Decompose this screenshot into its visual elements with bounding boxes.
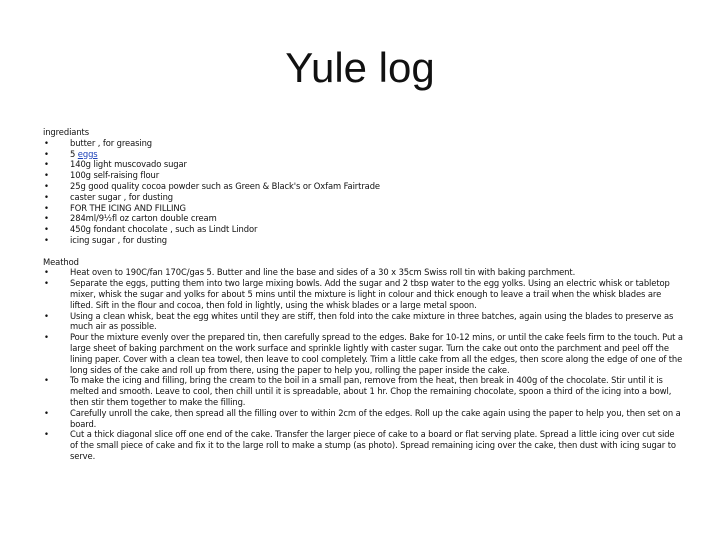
bullet-icon: • [44,224,49,235]
ingredient-item [43,213,683,224]
bullet-icon: • [44,407,49,418]
bullet-icon: • [44,234,49,245]
ingredient-text: butter , for greasing [70,137,153,148]
method-step [43,332,683,375]
ingredient-item [43,159,683,170]
ingredient-text: caster sugar , for dusting [70,191,173,202]
bullet-icon: • [44,191,49,202]
method-step-text: Carefully unroll the cake, then spread all the filling over to within 2cm of the edges. Roll up the cake again using the paper to help you, then set on a board. [70,407,681,429]
bullet-icon: • [44,213,49,224]
ingredient-item [43,181,683,192]
ingredient-item [43,149,683,160]
method-step-text: Separate the eggs, putting them into two large mixing bowls. Add the sugar and 2 tbsp water to the egg yolks. Using an electric whisk or tabletop mixer, whisk the sugar and yolks for about 5 mins until the mixture is light in colour and thick enough to leave a trail when the whisk blades are lifted. Sift in the flour and cocoa, then fold in lightly, using the whisk blades or a large metal spoon. [70,278,670,310]
ingredient-text: 450g fondant chocolate , such as Lindt Lindor [70,224,258,235]
method-step-text: Heat oven to 190C/fan 170C/gas 5. Butter and line the base and sides of a 30 x 35cm Swiss roll tin with baking parchment. [70,267,576,278]
slide-title: Yule log [285,44,435,91]
bullet-icon: • [44,170,49,181]
ingredient-text: 5 [70,148,78,159]
eggs-link[interactable]: eggs [77,148,98,159]
ingredients-list [43,138,683,246]
bullet-icon: • [44,180,49,191]
bullet-icon: • [44,267,49,278]
method-step-text: Using a clean whisk, beat the egg whites until they are stiff, then fold into the cake mixture in three batches, again using the blades to preserve as much air as possible. [70,310,674,332]
ingredient-text: 140g light muscovado sugar [70,159,187,170]
ingredient-item [43,170,683,181]
ingredient-text: 284ml/9½fl oz carton double cream [70,213,217,224]
method-step [43,311,683,333]
method-step [43,278,683,310]
bullet-icon: • [44,429,49,440]
ingredients-heading: ingrediants [43,127,89,137]
ingredient-text: 25g good quality cocoa powder such as Green & Black's or Oxfam Fairtrade [70,180,380,191]
ingredient-text: 100g self-raising flour [70,170,160,181]
method-step-text: Pour the mixture evenly over the prepared tin, then carefully spread to the edges. Bake for 10-12 mins, or until the cake feels firm to the touch. Put a large sheet of baking parchment on the work surface and sprinkle lightly with caster sugar. Turn the cake out onto the parchment and peel off the lining paper. Cover with a clean tea towel, then leave to cool completely. Trim a little cake from all the edges, then score along the edge of one of the long sides of the cake and roll up from there, using the paper to help you, rolling the paper inside the cake. [70,332,683,375]
bullet-icon: • [44,310,49,321]
method-step [43,408,683,430]
recipe-content [43,127,683,462]
ingredient-text: icing sugar , for dusting [70,234,167,245]
ingredient-item [43,224,683,235]
ingredient-item [43,235,683,246]
bullet-icon: • [44,375,49,386]
bullet-icon: • [44,202,49,213]
method-list [43,267,683,461]
section-spacer [43,246,683,257]
ingredient-item [43,203,683,214]
bullet-icon: • [44,148,49,159]
method-step [43,429,683,461]
method-step-text: To make the icing and filling, bring the cream to the boil in a small pan, remove from the heat, then break in 400g of the chocolate. Stir until it is melted and smooth. Leave to cool, then chill until it is spreadable, about 1 hr. Chop the remaining chocolate, spoon a third of the icing into a bowl, then stir them together to make the filling. [70,375,672,407]
ingredient-item [43,192,683,203]
method-step-text: Cut a thick diagonal slice off one end of the cake. Transfer the larger piece of cake to a board or flat serving plate. Spread a little icing over cut side of the small piece of cake and fix it to the large roll to make a stump (as photo). Spread remaining icing over the cake, then dust with icing sugar to serve. [70,429,676,461]
bullet-icon: • [44,332,49,343]
bullet-icon: • [44,159,49,170]
method-heading: Meathod [43,256,79,267]
ingredient-text: FOR THE ICING AND FILLING [70,202,186,213]
bullet-icon: • [44,278,49,289]
method-step [43,267,683,278]
bullet-icon: • [44,137,49,148]
method-step [43,375,683,407]
ingredient-item [43,138,683,149]
